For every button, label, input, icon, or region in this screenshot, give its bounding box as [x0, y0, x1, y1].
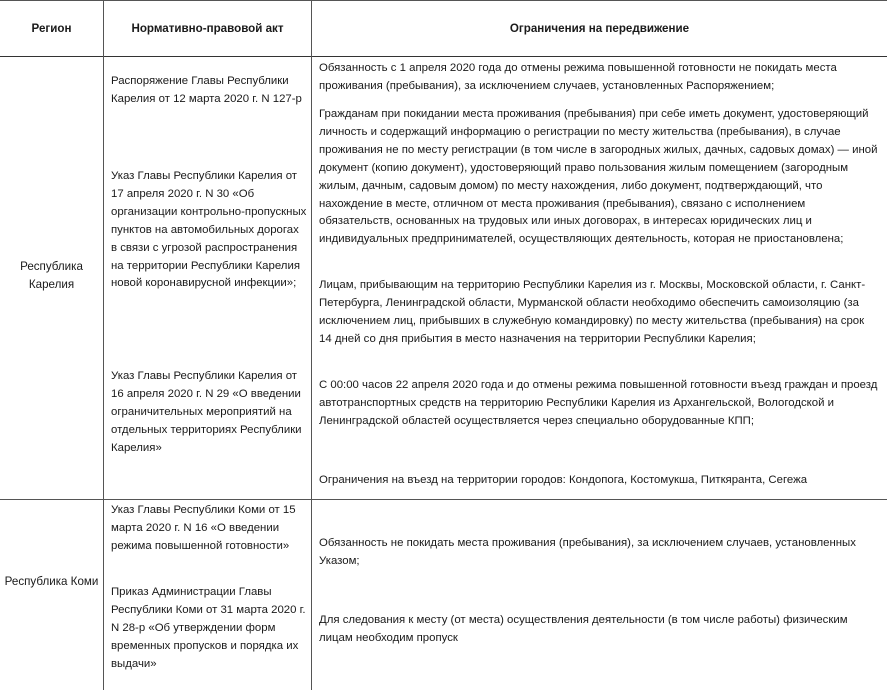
- header-region: Регион: [31, 21, 72, 35]
- legal-act: Указ Главы Республики Коми от 15 марта 2020 г. N 16 «О введении режима повышенной готовности»: [111, 504, 296, 552]
- restriction-text: Гражданам при покидании места проживания (пребывания) при себе иметь документ, удостоверяющий личность и содержащий информацию о регистрации по месту жительства (пребывания), в случае проживания не по месту регистрации (в том числе в загородных жилых, дачных, садовых домах) — иной документ (копию документ), удостоверяющий право пользования жилым помещением (загородным жилым, дачным, садовым домом) по месту нахождения, либо документ, подтверждающий, что нахождение в месте, отличном от места проживания (пребывания), связано с исполнением обязательств, основанных на трудовых или иных договорах, в интересах юридических лиц и индивидуальных предпринимателей, осуществляющих деятельность, которая не приостановлена;: [319, 108, 878, 246]
- legal-act: Распоряжение Главы Республики Карелия от 12 марта 2020 г. N 127-р: [111, 75, 302, 105]
- header-act: Нормативно-правовой акт: [131, 21, 284, 35]
- legal-act: Указ Главы Республики Карелия от 17 апреля 2020 г. N 30 «Об организации контрольно-пропускных пунктов на автомобильных дорогах в связи с угрозой распространения на территории Республики Карелия новой коронавирусной инфекции»;: [111, 170, 307, 290]
- restriction-text: Для следования к месту (от места) осуществления деятельности (в том числе работы) физическим лицам необходим пропуск: [319, 614, 848, 644]
- region-cell: Республика Коми: [4, 575, 99, 588]
- header-divider: [0, 56, 887, 57]
- column-divider-1: [103, 0, 104, 690]
- restriction-text: Обязанность не покидать места проживания (пребывания), за исключением случаев, установленных Указом;: [319, 537, 856, 567]
- legal-act: Указ Главы Республики Карелия от 16 апреля 2020 г. N 29 «О введении ограничительных мероприятий на отдельных территориях Республики Карелия»: [111, 370, 302, 454]
- column-divider-2: [311, 0, 312, 690]
- region-cell: Республика Карелия: [20, 260, 83, 291]
- restriction-text: Лицам, прибывающим на территорию Республики Карелия из г. Москвы, Московской области, г. Санкт-Петербурга, Ленинградской области, Мурманской области необходимо обеспечить самоизоляцию (за исключением лиц, прибывших в служебную командировку) по месту жительства (пребывания) на срок 14 дней со дня прибытия в место назначения на территории Республики Карелия;: [319, 279, 866, 345]
- legal-act: Приказ Администрации Главы Республики Коми от 31 марта 2020 г. N 28-р «Об утверждении форм временных пропусков и порядка их выдачи»: [111, 586, 306, 670]
- restriction-text: С 00:00 часов 22 апреля 2020 года и до отмены режима повышенной готовности въезд граждан и проезд автотранспортных средств на территорию Республики Карелия из Архангельской, Вологодской и Ленинградской областей осуществляется через специально оборудованные КПП;: [319, 379, 878, 427]
- row-divider: [0, 499, 887, 500]
- header-restrictions: Ограничения на передвижение: [509, 21, 690, 35]
- restriction-text: Обязанность с 1 апреля 2020 года до отмены режима повышенной готовности не покидать места проживания (пребывания), за исключением случаев, установленных Распоряжением;: [319, 62, 837, 92]
- restriction-text: Ограничения на въезд на территории городов: Кондопога, Костомукша, Питкяранта, Сегежа: [319, 474, 808, 486]
